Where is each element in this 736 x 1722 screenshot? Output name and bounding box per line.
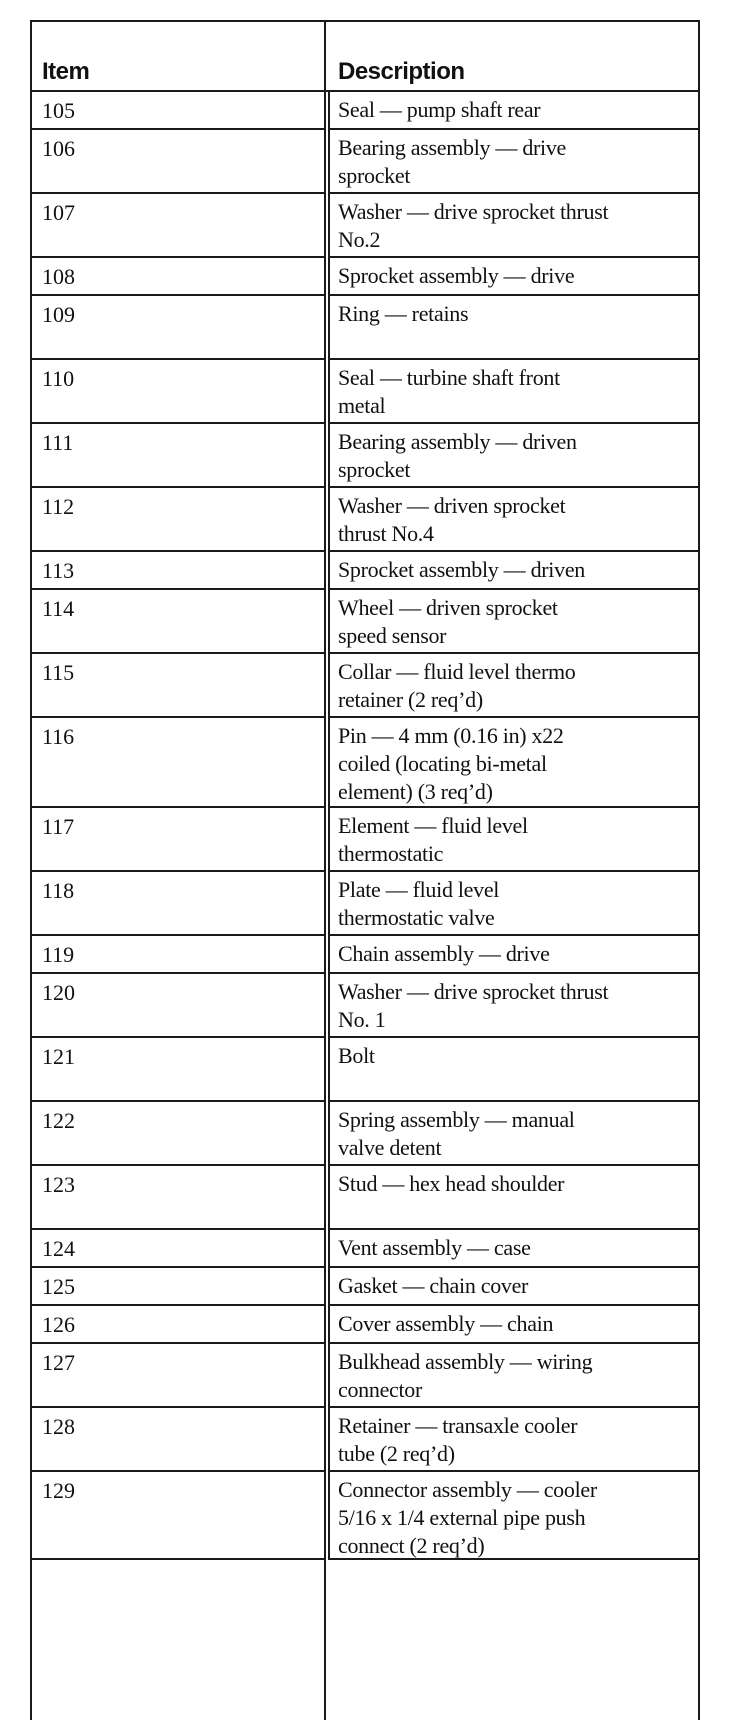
item-description: Connector assembly — cooler 5/16 x 1/4 external pipe push connect (2 req’d): [338, 1477, 597, 1558]
description-cell-border: [328, 194, 330, 258]
item-number: 114: [42, 596, 75, 621]
table-row: [32, 590, 698, 654]
table-row: [32, 936, 698, 974]
table-row: [32, 92, 698, 130]
item-description: Sprocket assembly — drive: [338, 263, 575, 288]
description-cell-border: [328, 1408, 330, 1472]
description-cell-border: [328, 1166, 330, 1230]
item-description: Retainer — transaxle cooler tube (2 req’d): [338, 1413, 578, 1466]
table-row: [32, 1344, 698, 1408]
table-row: [32, 872, 698, 936]
table-header: [32, 20, 698, 92]
description-cell-border: [328, 590, 330, 654]
description-cell-border: [328, 974, 330, 1038]
description-cell-border: [328, 424, 330, 488]
table-row: [32, 1230, 698, 1268]
item-description: Bulkhead assembly — wiring connector: [338, 1349, 593, 1402]
description-cell-border: [328, 808, 330, 872]
description-cell-border: [328, 296, 330, 360]
description-cell-border: [328, 654, 330, 718]
item-description: Ring — retains: [338, 301, 469, 326]
parts-table: [30, 20, 700, 1720]
item-number: 124: [42, 1236, 75, 1261]
item-description: Stud — hex head shoulder: [338, 1171, 565, 1196]
item-number: 129: [42, 1478, 75, 1503]
item-number: 117: [42, 814, 75, 839]
item-description: Cover assembly — chain: [338, 1311, 554, 1336]
item-number: 126: [42, 1312, 75, 1337]
item-number: 127: [42, 1350, 75, 1375]
item-description: Washer — drive sprocket thrust No. 1: [338, 979, 609, 1032]
item-description: Gasket — chain cover: [338, 1273, 529, 1298]
table-row: [32, 1166, 698, 1230]
item-number: 111: [42, 430, 74, 455]
table-row: [32, 1102, 698, 1166]
item-number: 122: [42, 1108, 75, 1133]
table-row: [32, 1408, 698, 1472]
item-number: 112: [42, 494, 75, 519]
item-description: Plate — fluid level thermostatic valve: [338, 877, 500, 930]
description-cell-border: [328, 1230, 330, 1268]
table-row: [32, 808, 698, 872]
item-description: Bearing assembly — driven sprocket: [338, 429, 577, 482]
item-number: 125: [42, 1274, 75, 1299]
description-cell-border: [328, 1306, 330, 1344]
item-description: Washer — driven sprocket thrust No.4: [338, 493, 566, 546]
table-row: [32, 1038, 698, 1102]
description-cell-border: [328, 872, 330, 936]
table-row: [32, 1472, 698, 1560]
item-number: 115: [42, 660, 75, 685]
table-row: [32, 258, 698, 296]
table-row: [32, 296, 698, 360]
item-description: Collar — fluid level thermo retainer (2 req’d): [338, 659, 576, 712]
description-cell-border: [328, 936, 330, 974]
item-number: 106: [42, 136, 75, 161]
table-row: [32, 194, 698, 258]
table-row: [32, 360, 698, 424]
table-row: [32, 1268, 698, 1306]
table-row: [32, 974, 698, 1038]
item-description: Washer — drive sprocket thrust No.2: [338, 199, 609, 252]
item-description: Bolt: [338, 1043, 375, 1068]
header-description: Description: [338, 58, 465, 85]
item-description: Wheel — driven sprocket speed sensor: [338, 595, 558, 648]
table-row: [32, 1306, 698, 1344]
item-description: Spring assembly — manual valve detent: [338, 1107, 575, 1160]
item-number: 123: [42, 1172, 75, 1197]
header-item: Item: [42, 58, 90, 85]
item-description: Vent assembly — case: [338, 1235, 531, 1260]
table-row: [32, 718, 698, 808]
item-number: 105: [42, 98, 75, 123]
description-cell-border: [328, 1268, 330, 1306]
item-number: 120: [42, 980, 75, 1005]
item-description: Element — fluid level thermostatic: [338, 813, 528, 866]
item-description: Sprocket assembly — driven: [338, 557, 585, 582]
description-cell-border: [328, 258, 330, 296]
table-row: [32, 488, 698, 552]
item-description: Seal — pump shaft rear: [338, 97, 541, 122]
table-row: [32, 552, 698, 590]
row-rule-left: [32, 1558, 324, 1560]
description-cell-border: [328, 552, 330, 590]
item-number: 119: [42, 942, 75, 967]
item-number: 128: [42, 1414, 75, 1439]
table-row: [32, 424, 698, 488]
description-cell-border: [328, 718, 330, 808]
description-cell-border: [328, 92, 330, 130]
description-cell-border: [328, 130, 330, 194]
description-cell-border: [328, 360, 330, 424]
description-cell-border: [328, 1472, 330, 1560]
item-number: 109: [42, 302, 75, 327]
item-number: 110: [42, 366, 75, 391]
description-cell-border: [328, 1344, 330, 1408]
item-description: Chain assembly — drive: [338, 941, 550, 966]
table-row: [32, 130, 698, 194]
table-row: [32, 654, 698, 718]
item-number: 108: [42, 264, 75, 289]
description-cell-border: [328, 488, 330, 552]
item-number: 113: [42, 558, 75, 583]
item-number: 116: [42, 724, 75, 749]
item-number: 118: [42, 878, 75, 903]
description-cell-border: [328, 1102, 330, 1166]
item-number: 121: [42, 1044, 75, 1069]
description-cell-border: [328, 1038, 330, 1102]
item-description: Seal — turbine shaft front metal: [338, 365, 560, 418]
item-number: 107: [42, 200, 75, 225]
item-description: Bearing assembly — drive sprocket: [338, 135, 567, 188]
row-rule-right: [330, 1558, 698, 1560]
item-description: Pin — 4 mm (0.16 in) x22 coiled (locating bi-metal element) (3 req’d): [338, 723, 564, 804]
